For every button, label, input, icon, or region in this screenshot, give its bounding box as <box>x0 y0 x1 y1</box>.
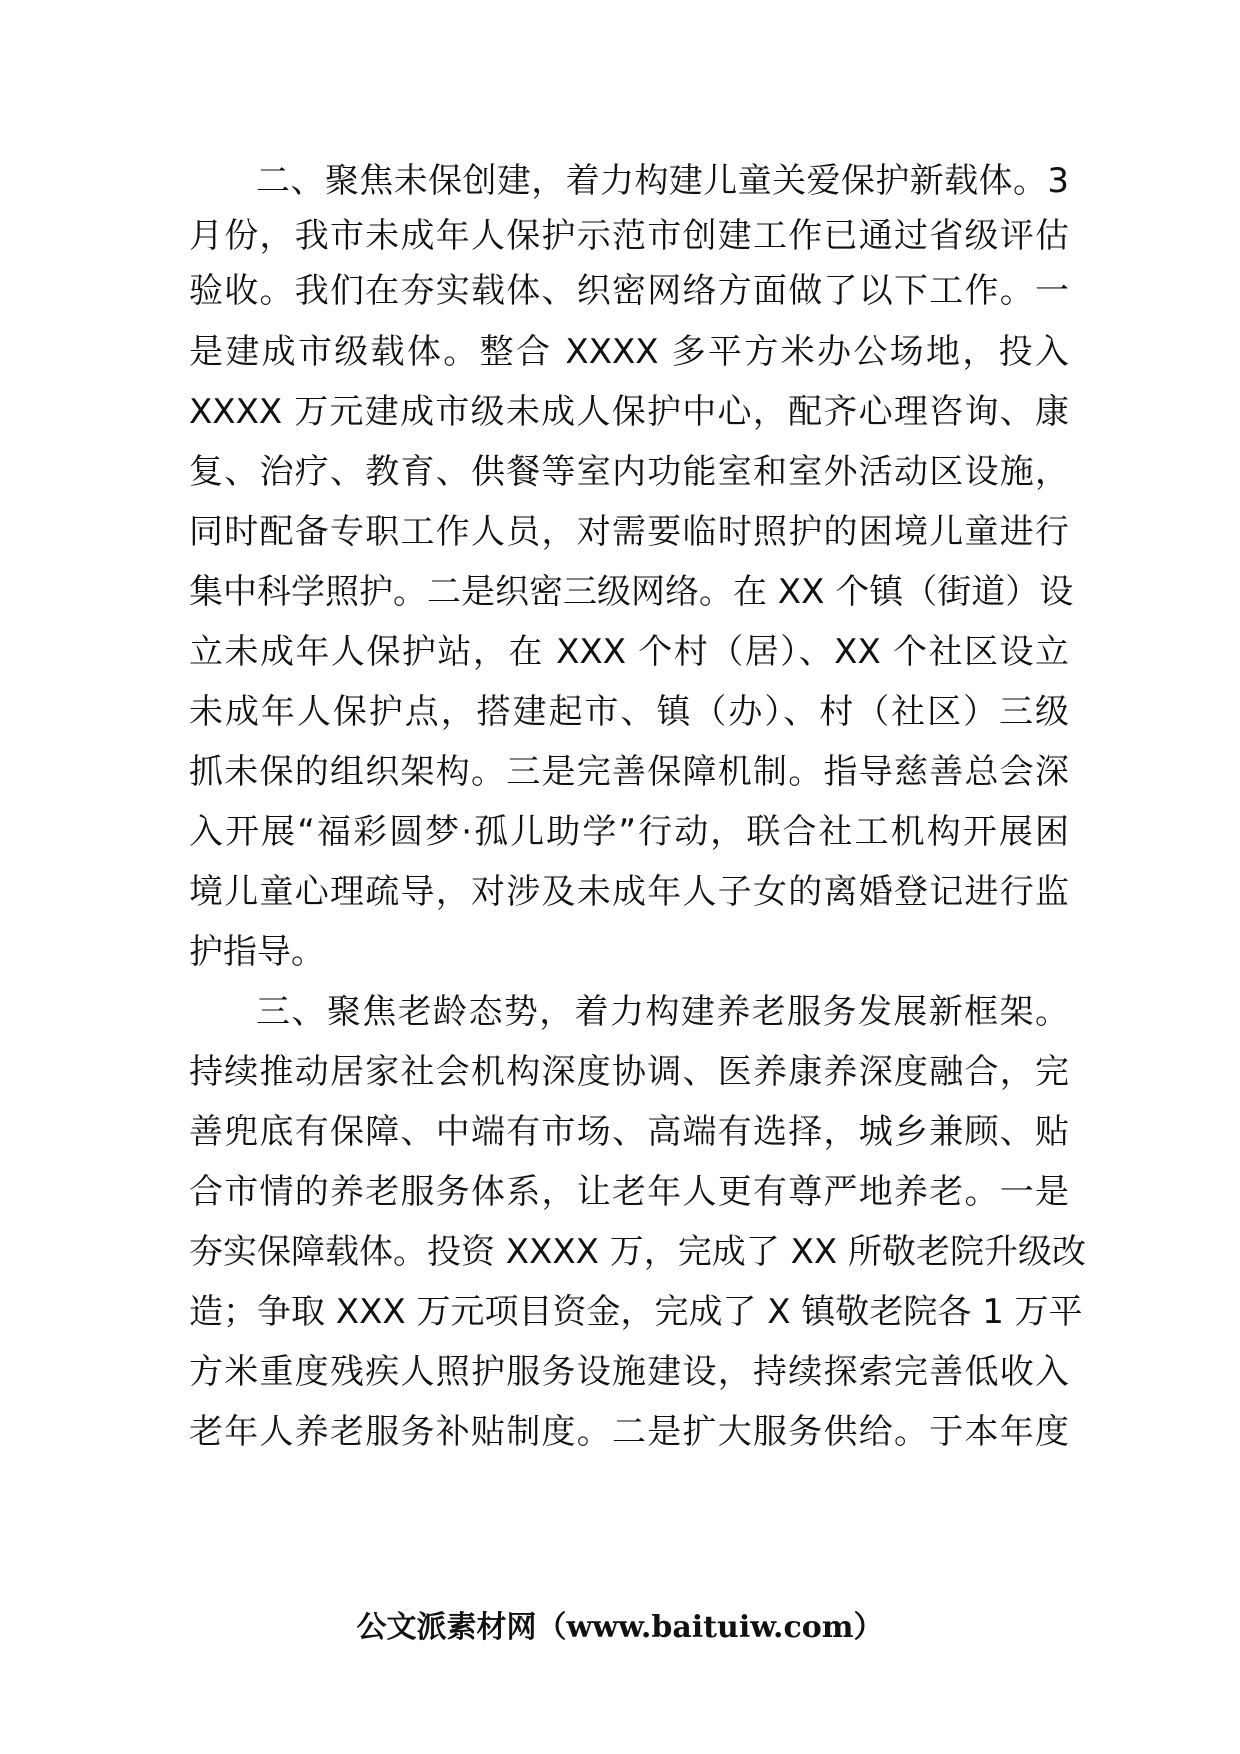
paragraph-line: 合市情的养老服务体系，让老年人更有尊严地养老。一是 <box>189 1172 1069 1212</box>
paragraph-line: 入开展“福彩圆梦·孤儿助学”行动，联合社工机构开展困 <box>189 812 1069 852</box>
paragraph-line: XXXX 万元建成市级未成人保护中心，配齐心理咨询、康 <box>189 392 1069 432</box>
paragraph-line: 夯实保障载体。投资 XXXX 万，完成了 XX 所敬老院升级改 <box>189 1232 1086 1272</box>
paragraph-line: 同时配备专职工作人员，对需要临时照护的困境儿童进行 <box>189 512 1069 552</box>
paragraph-line: 善兜底有保障、中端有市场、高端有选择，城乡兼顾、贴 <box>189 1112 1069 1152</box>
paragraph-line: 集中科学照护。二是织密三级网络。在 XX 个镇（街道）设 <box>189 572 1074 612</box>
footer-watermark: 公文派素材网（www.baituiw.com） <box>356 1610 884 1645</box>
paragraph-line: 未成年人保护点，搭建起市、镇（办）、村（社区）三级 <box>189 692 1069 732</box>
paragraph-line: 境儿童心理疏导，对涉及未成年人子女的离婚登记进行监 <box>189 872 1069 912</box>
paragraph-line: 是建成市级载体。整合 XXXX 多平方米办公场地，投入 <box>189 332 1069 372</box>
paragraph-line: 验收。我们在夯实载体、织密网络方面做了以下工作。一 <box>189 271 1069 311</box>
paragraph-line: 造；争取 XXX 万元项目资金，完成了 X 镇敬老院各 1 万平 <box>189 1292 1083 1332</box>
paragraph-line: 方米重度残疾人照护服务设施建设，持续探索完善低收入 <box>189 1352 1069 1392</box>
paragraph-line: 持续推动居家社会机构深度协调、医养康养深度融合，完 <box>189 1052 1069 1092</box>
paragraph-line: 三、聚焦老龄态势，着力构建养老服务发展新框架。 <box>256 992 1069 1032</box>
paragraph-line: 护指导。 <box>189 932 325 972</box>
paragraph-line: 月份，我市未成年人保护示范市创建工作已通过省级评估 <box>189 216 1069 256</box>
paragraph-line: 抓未保的组织架构。三是完善保障机制。指导慈善总会深 <box>189 752 1069 792</box>
paragraph-line: 老年人养老服务补贴制度。二是扩大服务供给。于本年度 <box>189 1412 1069 1452</box>
paragraph-line: 复、治疗、教育、供餐等室内功能室和室外活动区设施， <box>189 452 1069 492</box>
paragraph-line: 立未成年人保护站，在 XXX 个村（居）、XX 个社区设立 <box>189 632 1069 672</box>
paragraph-line: 二、聚焦未保创建，着力构建儿童关爱保护新载体。3 <box>256 161 1069 201</box>
